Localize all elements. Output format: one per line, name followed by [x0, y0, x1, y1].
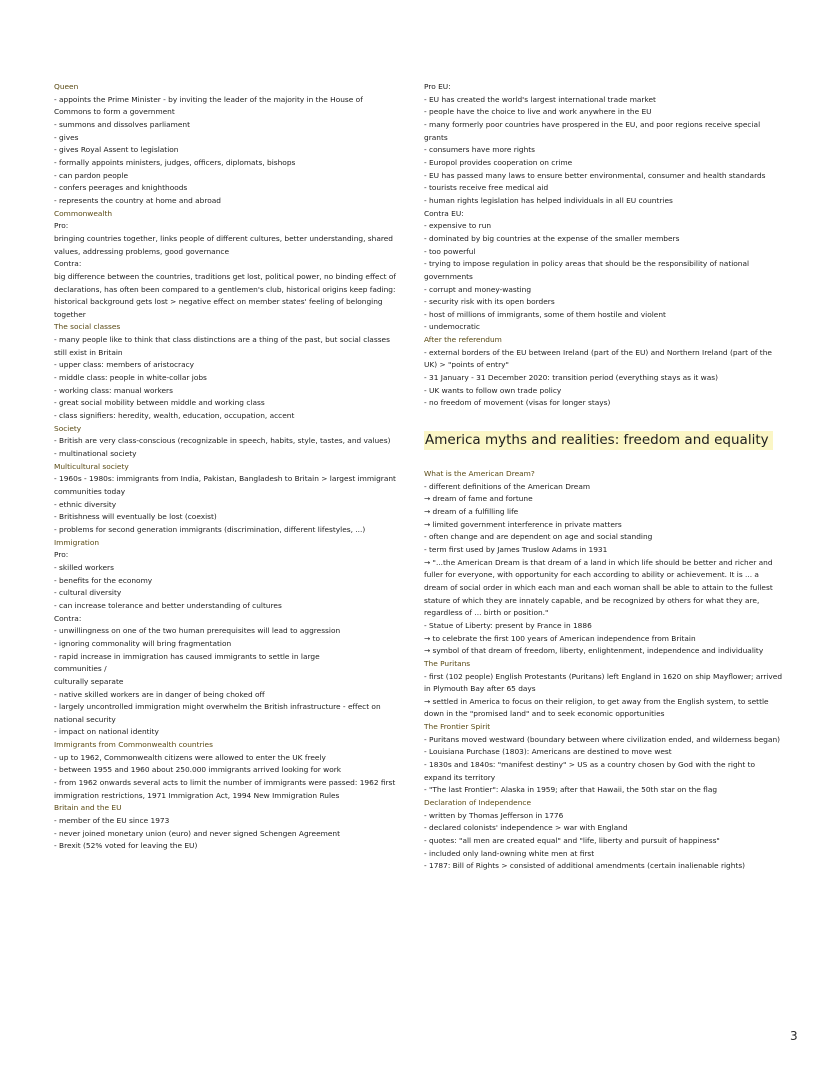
note-line: - unwillingness on one of the two human prerequisites will lead to aggression [54, 626, 341, 636]
note-line: - appoints the Prime Minister - by inviting the leader of the majority in the House of Commons to form a government [54, 94, 363, 117]
note-line: - quotes: "all men are created equal" and "life, liberty and pursuit of happiness" [424, 836, 720, 846]
note-line: - class signifiers: heredity, wealth, education, occupation, accent [54, 411, 295, 421]
note-line: - included only land-owning white men at first [424, 848, 595, 858]
note-line: - can increase tolerance and better understanding of cultures [54, 600, 282, 610]
note-line: - 1960s - 1980s: immigrants from India, Pakistan, Bangladesh to Britain > largest immigrant communities today [54, 474, 396, 496]
note-line: - from 1962 onwards several acts to limit the number of immigrants were passed: 1962 first [54, 778, 396, 788]
note-line: - formally appoints ministers, judges, officers, diplomats, bishops [54, 157, 296, 167]
section-label: The social classes [54, 322, 121, 332]
note-line: - confers peerages and knighthoods [54, 183, 188, 193]
note-line: - middle class: people in white-collar jobs [54, 373, 207, 383]
note-line: - up to 1962, Commonwealth citizens were allowed to enter the UK freely [54, 752, 326, 762]
note-line: Pro EU: [424, 82, 451, 91]
note-line: - people have the choice to live and work anywhere in the EU [424, 107, 652, 117]
note-line: - ethnic diversity [54, 499, 117, 509]
section-label: Declaration of Independence [424, 798, 531, 808]
note-line: - expensive to run [424, 221, 492, 231]
note-line: Pro: [54, 550, 69, 560]
note-line: - Puritans moved westward (boundary between where civilization ended, and wilderness began) [424, 734, 781, 744]
note-line: → dream of a fulfilling life [424, 506, 519, 516]
note-line: - different definitions of the American Dream [424, 481, 591, 491]
section-label: The Puritans [424, 658, 471, 668]
note-line: - gives [54, 132, 79, 142]
note-line: communities / [54, 664, 107, 674]
note-line: - upper class: members of aristocracy [54, 360, 195, 370]
note-line: - trying to impose regulation in policy areas that should be the responsibility of national governments [424, 259, 750, 281]
note-line: - Europol provides cooperation on crime [424, 157, 573, 167]
note-line: - Louisiana Purchase (1803): Americans are destined to move west [424, 747, 672, 757]
note-line: - external borders of the EU between Ireland (part of the EU) and Northern Ireland (part of the UK) > "points of entry" [424, 347, 772, 370]
note-line: - EU has passed many laws to ensure better environmental, consumer and health standards [424, 170, 766, 180]
note-line: - ignoring commonality will bring fragmentation [54, 638, 232, 648]
section-label: After the referendum [424, 335, 502, 345]
note-line: - dominated by big countries at the expense of the smaller members [424, 233, 680, 243]
section-label: What is the American Dream? [424, 469, 535, 478]
section-label: Multicultural society [54, 461, 129, 471]
section-label: Commonwealth [54, 208, 113, 218]
note-line: - corrupt and money-wasting [424, 284, 532, 294]
section-label: Immigrants from Commonwealth countries [54, 740, 213, 750]
left-column [54, 81, 399, 853]
note-line: - gives Royal Assent to legislation [54, 145, 179, 155]
note-line: - EU has created the world's largest international trade market [424, 94, 656, 104]
note-line: Pro: [54, 221, 69, 231]
note-line: - 1787: Bill of Rights > consisted of additional amendments (certain inalienable rights) [424, 861, 746, 871]
note-line: - security risk with its open borders [424, 297, 555, 307]
section-label: Britain and the EU [54, 803, 122, 813]
note-line: bringing countries together, links people of different cultures, better understanding, shared values, addressing problems, good governance [54, 233, 393, 256]
note-line: - 1830s and 1840s: "manifest destiny" > US as a country chosen by God with the right to expand its territory [424, 760, 755, 782]
page-number: 3 [790, 1029, 798, 1043]
note-line: - multinational society [54, 449, 137, 459]
note-line: - too powerful [424, 246, 476, 256]
note-line: - can pardon people [54, 170, 129, 180]
note-line: - member of the EU since 1973 [54, 816, 170, 826]
note-line: → settled in America to focus on their religion, to get away from the English system, to settle down in the "promised land" and to seek economic opportunities [424, 696, 769, 719]
note-line: - first (102 people) English Protestants (Puritans) left England in 1620 on ship Mayflower; arrived in Plymouth Bay after 65 days [424, 671, 783, 694]
note-line: - great social mobility between middle and working class [54, 398, 265, 408]
section-label: Immigration [54, 537, 100, 547]
note-line: - rapid increase in immigration has caused immigrants to settle in large [54, 651, 320, 661]
note-line: → to celebrate the first 100 years of American independence from Britain [424, 633, 696, 643]
note-line: - consumers have more rights [424, 145, 535, 155]
note-line: - no freedom of movement (visas for longer stays) [424, 398, 611, 408]
note-line: - largely uncontrolled immigration might overwhelm the British infrastructure - effect on national security [54, 702, 381, 724]
section-label: The Frontier Spirit [424, 722, 491, 732]
note-line: immigration restrictions, 1971 Immigration Act, 1994 New Immigration Rules [54, 790, 340, 800]
note-line: → limited government interference in private matters [424, 519, 622, 529]
note-line: - written by Thomas Jefferson in 1776 [424, 810, 564, 820]
note-line: - working class: manual workers [54, 385, 173, 395]
note-line: - host of millions of immigrants, some of them hostile and violent [424, 309, 666, 319]
note-line: → symbol of that dream of freedom, liberty, enlightenment, independence and individuality [424, 646, 764, 656]
note-line: - "The last Frontier": Alaska in 1959; after that Hawaii, the 50th star on the flag [424, 785, 718, 795]
note-line: - declared colonists' independence > war with England [424, 823, 628, 833]
note-line: - Brexit (52% voted for leaving the EU) [54, 841, 198, 851]
note-line: - undemocratic [424, 322, 480, 332]
note-line: culturally separate [54, 676, 124, 686]
section-label: Society [54, 423, 82, 433]
note-line: - human rights legislation has helped individuals in all EU countries [424, 195, 673, 205]
note-line: - 31 January - 31 December 2020: transition period (everything stays as it was) [424, 373, 718, 383]
note-line: → dream of fame and fortune [424, 494, 533, 504]
note-line: Contra: [54, 259, 82, 269]
section-label: Queen [54, 82, 79, 91]
note-line: big difference between the countries, traditions get lost, political power, no binding effect of declarations, has often been compared to a gentlemen's club, historical origins keep fading: historical background gets lost > negative effect on member states' feeling of belonging together [54, 271, 397, 319]
note-line: - represents the country at home and abroad [54, 195, 221, 205]
note-line: Contra: [54, 613, 82, 623]
note-line: - Britishness will eventually be lost (coexist) [54, 512, 217, 522]
note-line: - many people like to think that class distinctions are a thing of the past, but social classes still exist in Britain [54, 335, 390, 357]
note-line: - UK wants to follow own trade policy [424, 385, 562, 395]
note-line: - impact on national identity [54, 727, 159, 737]
note-line: → "...the American Dream is that dream of a land in which life should be better and richer and fuller for everyone, with opportunity for each according to ability or achievement. It is ... a dream of social order in which each man and each woman shall be able to attain to the fullest stature of which they are innately capable, and be recognized by others for what they are, regardless of ... birth or position." [424, 557, 773, 618]
note-line: - term first used by James Truslow Adams in 1931 [424, 544, 608, 554]
note-line: - problems for second generation immigrants (discrimination, different lifestyles, ...) [54, 524, 366, 534]
note-line: - summons and dissolves parliament [54, 119, 190, 129]
note-line: - tourists receive free medical aid [424, 183, 549, 193]
note-line: - skilled workers [54, 562, 114, 572]
note-line: - British are very class-conscious (recognizable in speech, habits, style, tastes, and values) [54, 436, 391, 446]
right-column-top [424, 81, 784, 410]
note-line: - benefits for the economy [54, 575, 153, 585]
section-heading: America myths and realities: freedom and equality [424, 431, 773, 450]
note-line: - often change and are dependent on age and social standing [424, 532, 653, 542]
note-line: - many formerly poor countries have prospered in the EU, and poor regions receive special grants [424, 119, 761, 142]
note-line: - native skilled workers are in danger of being choked off [54, 689, 265, 699]
note-line: - cultural diversity [54, 588, 122, 598]
note-line: - between 1955 and 1960 about 250.000 immigrants arrived looking for work [54, 765, 342, 775]
note-line: - Statue of Liberty: present by France in 1886 [424, 620, 592, 630]
right-column-bottom [424, 468, 784, 873]
note-line: Contra EU: [424, 208, 464, 218]
note-line: - never joined monetary union (euro) and never signed Schengen Agreement [54, 828, 340, 838]
